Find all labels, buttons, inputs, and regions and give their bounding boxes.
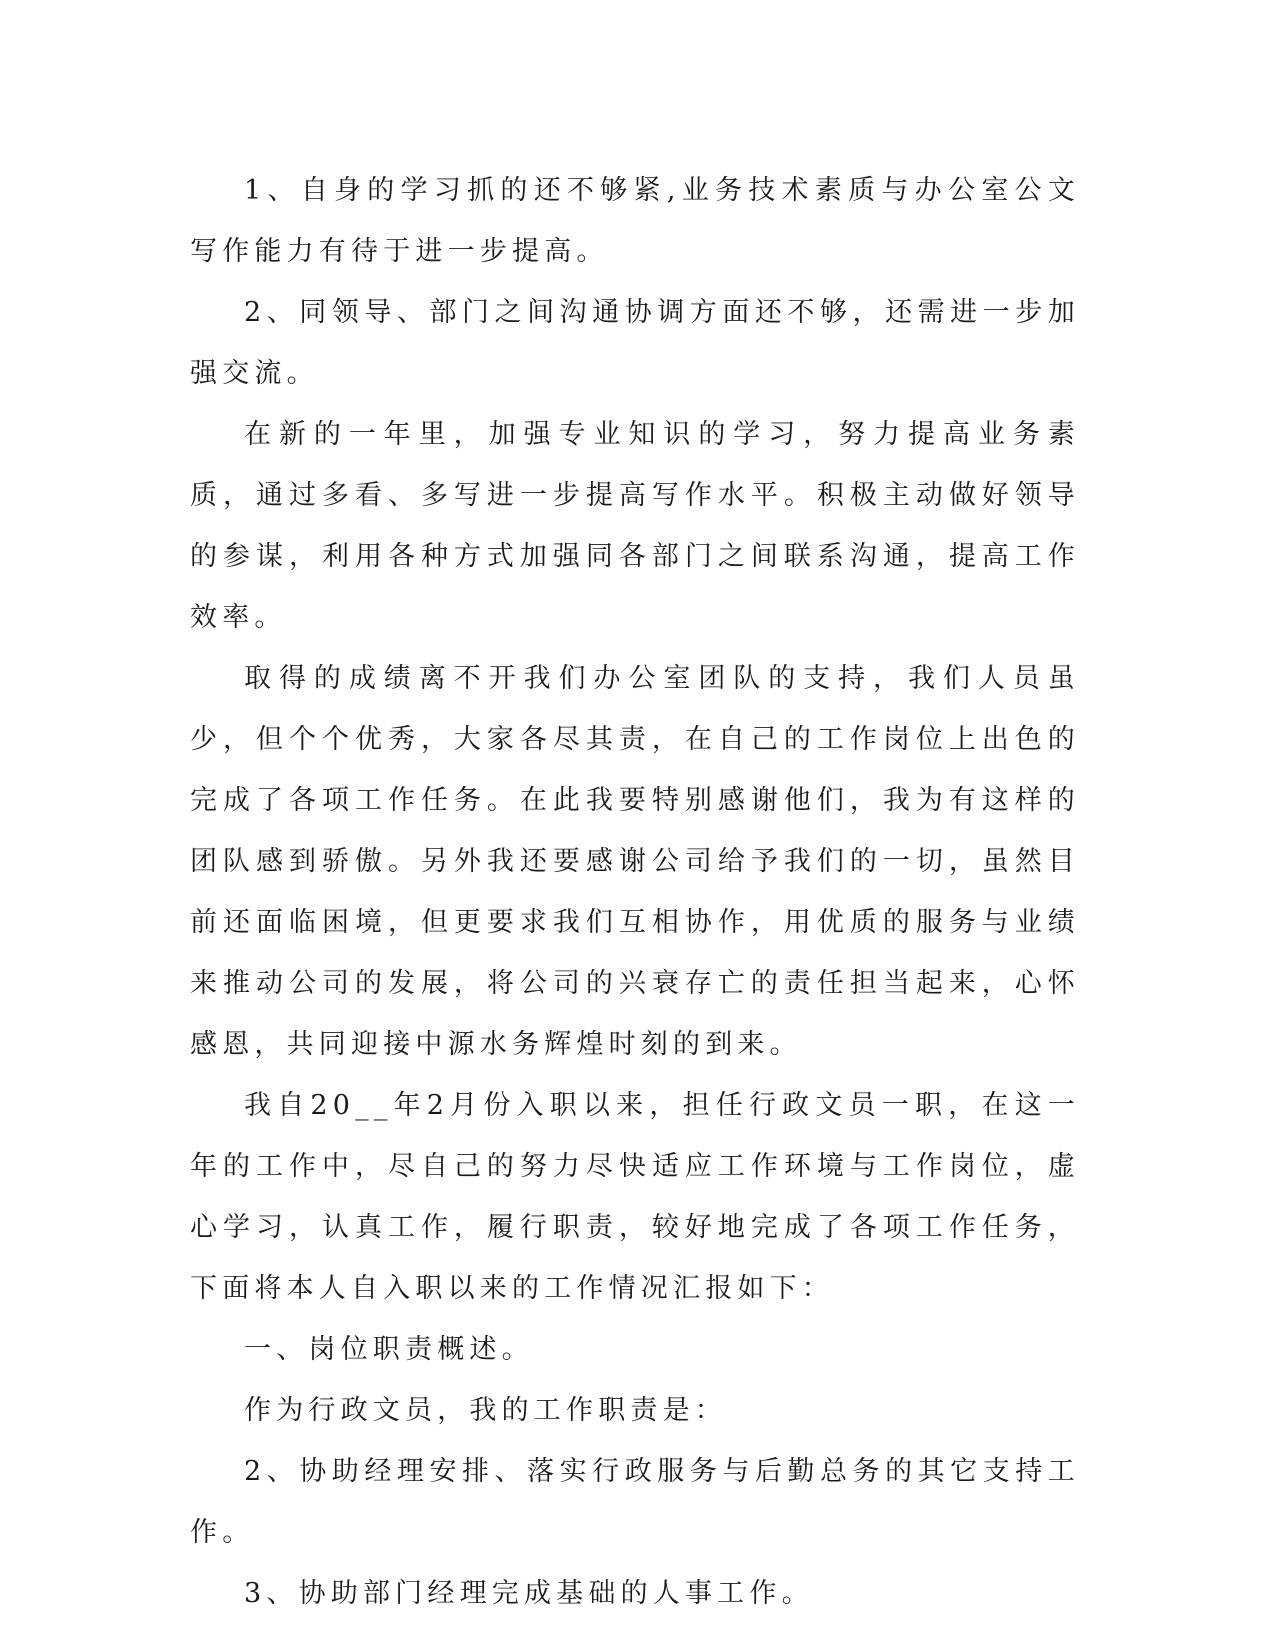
paragraph-2: 2、同领导、部门之间沟通协调方面还不够，还需进一步加强交流。 bbox=[190, 297, 1080, 389]
paragraph-9: 3、协助部门经理完成基础的人事工作。 bbox=[244, 1578, 814, 1609]
paragraph-5: 我自20__年2月份入职以来，担任行政文员一职，在这一年的工作中，尽自己的努力尽快适应工作环境与工作岗位，虚心学习，认真工作，履行职责，较好地完成了各项工作任务，下面将本人自入职以来的工作情况汇报如下： bbox=[190, 1090, 1080, 1304]
paragraph-7: 作为行政文员，我的工作职责是： bbox=[244, 1395, 727, 1426]
paragraph-3: 在新的一年里，加强专业知识的学习，努力提高业务素质，通过多看、多写进一步提高写作水平。积极主动做好领导的参谋，利用各种方式加强同各部门之间联系沟通，提高工作效率。 bbox=[190, 419, 1080, 633]
paragraph-1: 1、自身的学习抓的还不够紧,业务技术素质与办公室公文写作能力有待于进一步提高。 bbox=[190, 175, 1080, 267]
paragraph-6: 一、岗位职责概述。 bbox=[244, 1334, 534, 1365]
paragraph-8: 2、协助经理安排、落实行政服务与后勤总务的其它支持工作。 bbox=[190, 1456, 1080, 1548]
document-body bbox=[190, 160, 1080, 1624]
paragraph-4: 取得的成绩离不开我们办公室团队的支持，我们人员虽少，但个个优秀，大家各尽其责，在自己的工作岗位上出色的完成了各项工作任务。在此我要特别感谢他们，我为有这样的团队感到骄傲。另外我还要感谢公司给予我们的一切，虽然目前还面临困境，但更要求我们互相协作，用优质的服务与业绩来推动公司的发展，将公司的兴衰存亡的责任担当起来，心怀感恩，共同迎接中源水务辉煌时刻的到来。 bbox=[190, 663, 1080, 1060]
